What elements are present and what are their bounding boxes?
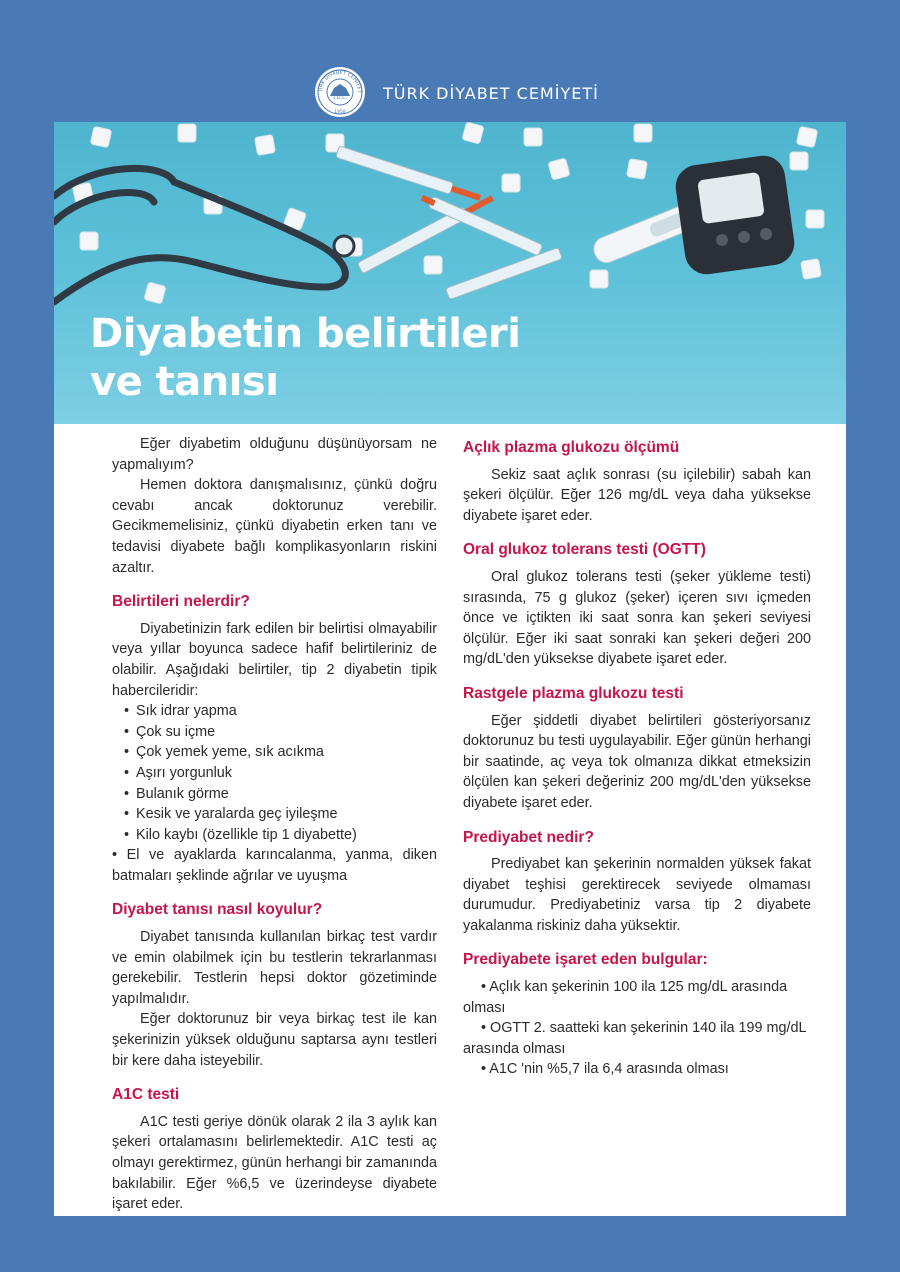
list-item: • Çok su içme	[124, 722, 437, 743]
tdc-logo-icon	[314, 66, 366, 118]
list-item: • Aşırı yorgunluk	[124, 763, 437, 784]
diagnosis-paragraph-1: Diyabet tanısında kullanılan birkaç test vardır ve emin olabilmek için bu testlerin tekrarlanması gerekebilir. Testlerin hepsi doktor gözetiminde yapılmalıdır.	[112, 929, 437, 1007]
fpg-text: Sekiz saat açlık sonrası (su içilebilir) sabah kan şekeri ölçülür. Eğer 126 mg/dL veya daha yüksekse diyabete işaret eder.	[463, 466, 811, 524]
symptoms-text: Diyabetinizin fark edilen bir belirtisi olmayabilir veya yıllar boyunca sadece hafif belirtileriniz de olabilir. Aşağıdaki belirtiler, tip 2 diyabetin tipik habercileridir:	[112, 620, 437, 699]
a1c-text: A1C testi geriye dönük olarak 2 ila 3 aylık kan şekeri ortalamasını belirlemektedir. A1C testi aç olmayı gerektirmez, günün herhangi bir zamanında bakılabilir. Eğer %6,5 ve üzerindeyse diyabete işaret eder.	[112, 1113, 437, 1213]
left-column	[112, 434, 437, 1215]
header	[0, 58, 900, 118]
random-glucose-text: Eğer şiddetli diyabet belirtileri gösteriyorsanız doktorunuz bu testi uygulayabilir. Eğer günün herhangi bir saatinde, aç veya tok olmanıza dikkat etmeksizin ölçülen kan şekeri değeriniz 200 mg/dL'den yüksekse diyabete işaret eder.	[463, 712, 811, 811]
hero-banner	[54, 122, 846, 424]
page-title	[90, 310, 690, 406]
list-item: • Çok yemek yeme, sık acıkma	[124, 742, 437, 763]
diagnosis-paragraph-2: Eğer doktorunuz bir veya birkaç test ile kan şekerinizin yüksek olduğunu saptarsa aynı testleri bir kere daha isteyebilir.	[112, 1011, 437, 1069]
list-item: • Sık idrar yapma	[124, 701, 437, 722]
logo-year: 1958	[334, 110, 346, 115]
findings-heading: Prediyabete işaret eden bulgular:	[463, 951, 708, 969]
logo-abbr: T.D.C.	[332, 95, 348, 101]
title-line-1: Diyabetin belirtileri	[90, 311, 521, 357]
title-line-2: ve tanısı	[90, 359, 279, 405]
organization-name: TÜRK DİYABET CEMİYETİ	[383, 84, 599, 103]
list-item: • OGTT 2. saatteki kan şekerinin 140 ila 199 mg/dL arasında olması	[463, 1020, 806, 1057]
list-item: • Kesik ve yaralarda geç iyileşme	[124, 804, 437, 825]
list-item: • Açlık kan şekerinin 100 ila 125 mg/dL arasında olması	[463, 979, 788, 1016]
symptoms-list	[112, 701, 437, 845]
findings-list	[463, 977, 811, 1080]
intro-answer: Hemen doktora danışmalısınız, çünkü doğru cevabı ancak doktorunuz verebilir. Gecikmemelisiniz, çünkü diyabetin erken tanı ve tedavisi diyabete bağlı komplikasyonların riskini azaltır.	[112, 477, 437, 576]
prediabetes-heading: Prediyabet nedir?	[463, 828, 594, 846]
a1c-heading: A1C testi	[112, 1086, 180, 1104]
prediabetes-text: Prediyabet kan şekerinin normalden yüksek fakat diyabet teşhisi gerektirecek seviyede olmaması durumudur. Prediyabetiniz varsa tip 2 diyabete yakalanma riskiniz daha yüksektir.	[463, 856, 811, 934]
fpg-heading: Açlık plazma glukozu ölçümü	[463, 439, 680, 456]
ogtt-text: Oral glukoz tolerans testi (şeker yükleme testi) sırasında, 75 g glukoz (şeker) içeren sıvı içmeden önce ve içtikten iki saat sonra kan şekeri seviyesi ölçülür. Eğer iki saat sonraki kan şekeri değeri 200 mg/dL'den yüksekse diyabete işaret eder.	[463, 568, 811, 668]
intro-question: Eğer diyabetim olduğunu düşünüyorsam ne yapmalıyım?	[112, 436, 437, 473]
random-glucose-heading: Rastgele plazma glukozu testi	[463, 684, 684, 702]
logo-ring-text: ÜRK DİYABET CEMİYET	[317, 69, 363, 94]
symptoms-heading: Belirtileri nelerdir?	[112, 593, 250, 611]
right-column	[463, 434, 811, 1080]
list-item: • Kilo kaybı (özellikle tip 1 diyabette)	[124, 825, 437, 846]
diagnosis-heading: Diyabet tanısı nasıl koyulur?	[112, 901, 323, 919]
document-page	[54, 122, 846, 1216]
list-item: • Bulanık görme	[124, 784, 437, 805]
symptom-last: • El ve ayaklarda karıncalanma, yanma, diken batmaları şeklinde ağrılar ve uyuşma	[112, 847, 437, 884]
ogtt-heading: Oral glukoz tolerans testi (OGTT)	[463, 541, 706, 559]
list-item: • A1C 'nin %5,7 ila 6,4 arasında olması	[481, 1061, 729, 1078]
